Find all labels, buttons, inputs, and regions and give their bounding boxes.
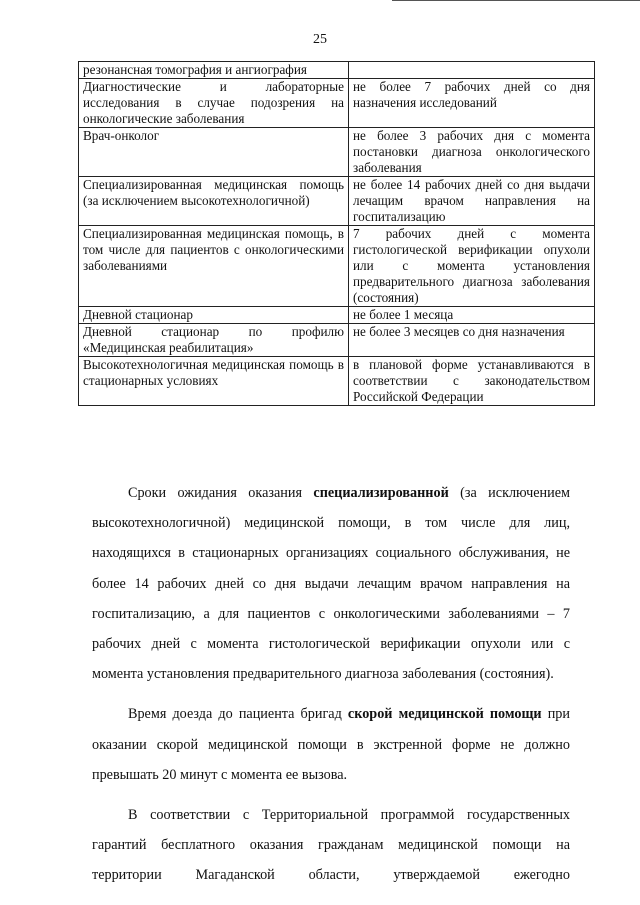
table-row <box>79 128 595 177</box>
bold-term: скорой медицинской помощи <box>347 706 542 723</box>
table-row <box>79 62 595 79</box>
table-cell-waiting-time: не более 14 рабочих дней со дня выдачи лечащим врачом направления на госпитализацию <box>349 177 595 226</box>
table-cell-waiting-time <box>349 62 595 79</box>
paragraph-specialized-care: Сроки ожидания оказания специализированной (за исключением высокотехнологичной) медицинской помощи, в том числе для лиц, находящихся в стационарных организациях социального обслуживания, не более 14 рабочих дней со дня выдачи лечащим врачом направления на госпитализацию, а для пациентов с онкологическими заболеваниями – 7 рабочих дней с момента гистологической верификации опухоли или с момента установления предварительного диагноза заболевания (состояния). <box>92 485 570 683</box>
table-cell-care-type: резонансная томография и ангиография <box>79 62 349 79</box>
table-cell-waiting-time: не более 3 месяцев со дня назначения <box>349 324 595 357</box>
page-number: 25 <box>313 32 327 47</box>
table-cell-care-type: Специализированная медицинская помощь (за исключением высокотехнологичной) <box>79 177 349 226</box>
table-cell-waiting-time: не более 7 рабочих дней со дня назначения исследований <box>349 79 595 128</box>
paragraph-territorial-program: В соответствии с Территориальной программой государственных гарантий бесплатного оказания гражданам медицинской помощи на территории Магаданской области, утверждаемой ежегодно <box>92 807 570 884</box>
table-cell-waiting-time: не более 1 месяца <box>349 307 595 324</box>
table-row <box>79 177 595 226</box>
table-cell-waiting-time: 7 рабочих дней с момента гистологической верификации опухоли или с момента установления предварительного диагноза заболевания (состояния) <box>349 226 595 307</box>
paragraph-emergency-care: Время доезда до пациента бригад скорой медицинской помощи при оказании скорой медицинской помощи в экстренной форме не должно превышать 20 минут с момента ее вызова. <box>92 706 570 783</box>
waiting-times-table <box>78 61 595 406</box>
bold-term: специализированной <box>313 485 449 501</box>
top-edge-rule <box>392 0 640 1</box>
table-cell-waiting-time: в плановой форме устанавливаются в соответствии с законодательством Российской Федерации <box>349 357 595 406</box>
table-cell-care-type: Специализированная медицинская помощь, в том числе для пациентов с онкологическими заболеваниями <box>79 226 349 307</box>
table-row <box>79 307 595 324</box>
table-row <box>79 79 595 128</box>
table-cell-care-type: Диагностические и лабораторные исследования в случае подозрения на онкологические заболевания <box>79 79 349 128</box>
body-text <box>92 478 570 901</box>
table-row <box>79 226 595 307</box>
table-cell-care-type: Дневной стационар по профилю «Медицинская реабилитация» <box>79 324 349 357</box>
table-row <box>79 324 595 357</box>
table-cell-care-type: Дневной стационар <box>79 307 349 324</box>
table-row <box>79 357 595 406</box>
table-cell-waiting-time: не более 3 рабочих дня с момента постановки диагноза онкологического заболевания <box>349 128 595 177</box>
table-cell-care-type: Врач-онколог <box>79 128 349 177</box>
table-cell-care-type: Высокотехнологичная медицинская помощь в стационарных условиях <box>79 357 349 406</box>
